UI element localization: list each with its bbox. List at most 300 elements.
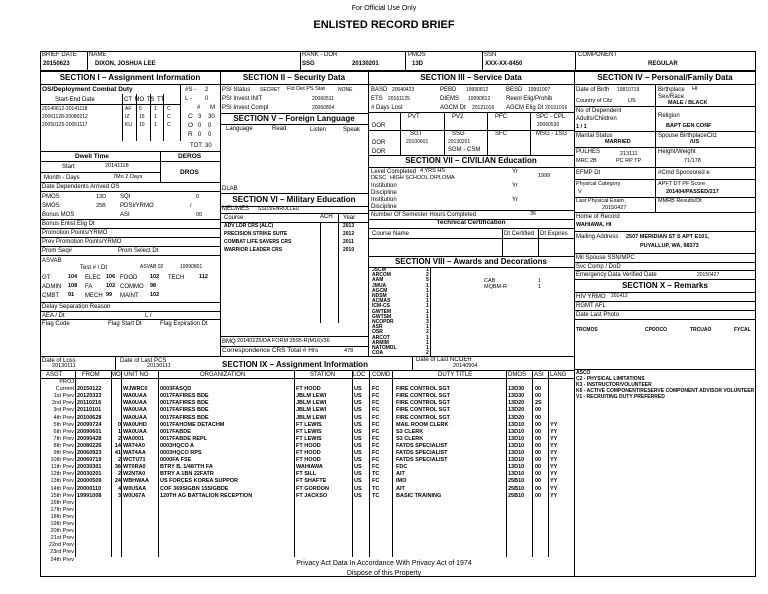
assignment-cell: US — [354, 485, 362, 492]
spc-dor: 20060530 — [537, 122, 560, 128]
assignment-cell: FT SILL — [296, 471, 317, 478]
spouse-birthplace: /US — [690, 139, 700, 145]
assignment-cell: 3rd Prev — [53, 407, 74, 414]
assignment-cell: WA0UHD — [123, 421, 147, 428]
deros-label: DEROS — [178, 153, 202, 160]
msg-1sg-label: MSG - 1SG — [536, 131, 568, 137]
assignment-cell: 14th Prev — [50, 485, 74, 492]
assignment-cell: 2S — [535, 400, 542, 407]
date-ncoer-label: Date of Last NCOER — [416, 357, 472, 363]
promotion-points-label: Promotion Points/YRMO — [42, 230, 108, 236]
assignment-cell: FC — [372, 386, 380, 393]
assignment-cell: 00 — [535, 386, 542, 393]
pv2-label: PV2 — [452, 114, 464, 120]
assignment-cell: 0017FAFIRES BDE — [160, 407, 209, 414]
asi-label: ASI — [120, 212, 130, 218]
deploy-tt: C — [167, 106, 171, 112]
emergency-date: 20150427 — [697, 272, 720, 278]
reenl-label: Reenl Elig/Prohib — [506, 96, 553, 102]
award-cab: CAB — [484, 278, 496, 284]
course-year: 2011 — [343, 239, 354, 245]
assignment-cell: 5th Prev — [53, 421, 74, 428]
deploy-tt: C — [167, 114, 171, 120]
score-label: FA — [85, 284, 93, 290]
emergency-label: Emergency Data Verified Date — [576, 272, 657, 278]
rank-dor-label: RANK - DOR — [302, 52, 338, 58]
sgm-csm-label: SGM - CSM — [448, 147, 481, 153]
assignment-cell: US — [354, 457, 362, 464]
brief-date-label: BRIEF DATE — [42, 52, 77, 58]
hiv: 201412 — [611, 293, 628, 299]
organization-col: ORGANIZATION — [200, 372, 246, 378]
assignment-cell: Current — [55, 386, 74, 393]
days-lost-label: # Days Lost — [371, 105, 403, 111]
assignment-cell: 4 — [117, 485, 121, 492]
pdsi: / — [190, 203, 192, 209]
score-label: ADMIN — [42, 284, 62, 290]
assignment-cell: WCTU71 — [123, 457, 146, 464]
yr-label-1: Yr — [512, 169, 518, 175]
assignment-cell: 4th Prev — [53, 414, 74, 421]
remark-line: K3 - INSTRUCTOR/VOLUNTEER — [576, 382, 652, 388]
delay-reason-label: Delay Separation Reason — [42, 304, 111, 310]
last-physical: 20150427 — [602, 205, 627, 211]
dt-expires-col: Dt Expires — [540, 231, 568, 237]
institution-label-1: Institution — [371, 183, 397, 189]
dwell-time-label: Dwell Time — [75, 153, 109, 160]
assignment-cell: WAT4A0 — [123, 442, 145, 449]
assignment-cell: US — [354, 435, 362, 442]
assignment-cell: 10th Prev — [50, 457, 74, 464]
award-count: 2 — [426, 350, 429, 357]
assignment-cell: US — [354, 407, 362, 414]
assignment-cell: FIRE CONTROL SGT — [396, 414, 450, 421]
dwell-start-label: Start — [62, 164, 75, 170]
assignment-cell: YY — [550, 421, 558, 428]
yr-label-3: Yr — [512, 197, 518, 203]
psi-invest-compl: 20060804 — [312, 105, 335, 111]
award-name: ICM-CS — [372, 303, 390, 310]
smos: 25B — [96, 203, 106, 209]
ssg-label: SSG — [452, 131, 465, 137]
assignment-cell: 00 — [535, 421, 542, 428]
assignment-cell: 00 — [535, 450, 542, 456]
assignment-cell: US — [354, 400, 362, 407]
assignment-cell: 20090601 — [77, 428, 102, 435]
assignment-cell: 36 — [114, 464, 121, 471]
flag-exp-label: Flag Expiration Dt — [160, 321, 208, 327]
assignment-cell: PROJ — [59, 379, 74, 385]
assignment-cell: US — [354, 471, 362, 478]
assignment-cell: 0017FABDE — [160, 428, 191, 435]
assignment-cell: FC — [372, 457, 380, 464]
assignment-cell: WAT4AA — [123, 450, 146, 456]
deploy-country: AF — [125, 106, 132, 112]
assignment-cell: 16th Prev — [50, 499, 74, 506]
assignment-cell: WJWRC0 — [123, 386, 148, 393]
combat-months: 0 — [208, 123, 212, 129]
birthplace-label: Birthplace — [658, 87, 685, 93]
mailing-line-2: PUYALLUP, WA, 98373 — [640, 243, 699, 249]
assignment-cell: 2 — [117, 471, 121, 478]
speak-col: Speak — [343, 127, 361, 133]
assignment-cell: FT LEWIS — [296, 421, 322, 428]
footer-privacy: Privacy Act Data In Accordance With Privacy Act of 1974 — [296, 560, 472, 567]
award-count: 2 — [426, 329, 429, 336]
ssg-dor: 20130201 — [448, 139, 471, 145]
m-col-label: M — [210, 105, 215, 111]
course-year: 2012 — [343, 231, 355, 237]
section-8-title: SECTION VIII – Awards and Decorations — [394, 257, 548, 266]
assignment-cell: 24th Prev — [50, 556, 74, 563]
section-4-title: SECTION IV – Personal/Family Data — [597, 73, 733, 82]
psi-invest-init-label: PSI Invest INIT — [222, 96, 263, 102]
level-completed: 4 YRS HS — [420, 168, 445, 174]
assignment-cell: 2 — [117, 435, 121, 442]
l-count-label: L - — [185, 96, 192, 102]
section-3-title: SECTION III – Service Data — [420, 73, 522, 82]
footer-dispose: Dispose of this Property — [346, 570, 422, 577]
assignment-cell: WAHIAWA — [296, 464, 323, 471]
assignment-cell: 19th Prev — [50, 521, 74, 527]
assignment-cell: FC — [372, 407, 380, 414]
fld-det: NONE — [338, 87, 353, 93]
rgmt-label: RGMT AFL — [576, 303, 606, 309]
pmos-label: PMOS — [408, 52, 426, 58]
assignment-cell: 19991008 — [77, 492, 102, 499]
assignment-cell: AIT — [396, 485, 405, 492]
remark-line: ASCO — [576, 370, 591, 376]
ssn: XXX-XX-8450 — [485, 61, 523, 67]
assignment-cell: BTRY A 1BN 22FATR — [160, 471, 214, 478]
assignment-cell: FC — [372, 435, 380, 442]
trcuao-label: TRCUAO — [690, 327, 712, 333]
cmd-sponsored-label: #Cmd Sponsored e — [658, 170, 710, 176]
assignment-cell: FT HOOD — [296, 450, 321, 456]
assignment-cell: BTRY B, 1/487TH FA — [160, 464, 213, 471]
pmos: 13D — [412, 61, 424, 67]
agcm-elig-label: AGCM Elig Dt — [506, 105, 544, 111]
assignment-cell: FC — [372, 428, 380, 435]
assignment-cell: US — [354, 421, 362, 428]
ets: 20161125 — [388, 96, 410, 102]
assignment-cell: 20090724 — [77, 421, 102, 428]
home-record-label: Home of Record — [576, 214, 620, 220]
height-weight-label: Height/Weight — [658, 149, 696, 155]
assignment-cell: 13D10 — [508, 421, 525, 428]
award-count: 1 — [426, 334, 429, 341]
date-photo-label: Date Last Photo — [576, 312, 620, 318]
assignment-cell: BASIC TRAINING — [396, 492, 442, 499]
correspondence-hours: 478 — [344, 348, 354, 354]
assignment-cell: 21st Prev — [50, 535, 74, 542]
assignment-cell: 15th Prev — [50, 492, 74, 499]
sgt-dor: 20100601 — [406, 139, 429, 145]
combat-months: 0 — [208, 132, 212, 138]
award-mqbm: MQBM-R — [484, 284, 507, 290]
dor: 20130201 — [352, 61, 379, 67]
pmos2: 13D — [96, 194, 107, 200]
dob: 19810719 — [617, 87, 640, 93]
sex-race: MALE / BLACK — [668, 100, 708, 106]
assignment-cell: FIRE CONTROL SGT — [396, 393, 450, 400]
mel-value: SSD3/ENROLLED — [258, 206, 300, 212]
assignment-cell: 20120323 — [77, 393, 102, 400]
total-value: 30 — [205, 143, 212, 149]
fld-det-label: Fld Det PS Stat — [287, 86, 325, 92]
assignment-cell: 00 — [535, 414, 542, 421]
asi-col: ASI — [534, 372, 544, 378]
lang-col: LANG — [550, 372, 567, 378]
assignment-cell: US — [354, 492, 362, 499]
pdsi-label: PDSI/YRMO — [120, 203, 154, 209]
mrc: 2B — [590, 158, 597, 164]
assignment-cell: 0003FASQD — [160, 386, 192, 393]
assignment-cell: 9th Prev — [53, 450, 74, 456]
assignment-cell: FT HOOD — [296, 442, 321, 449]
assignment-cell: FC — [372, 442, 380, 449]
award-name: JSCM — [372, 267, 386, 273]
dependents-label-1: No of Dependent — [576, 108, 622, 114]
score-value: 102 — [150, 274, 160, 280]
component-label: COMPONENT — [578, 52, 617, 58]
course-name: PRECISION STRIKE SUITE — [224, 231, 288, 237]
dt-certified-col: Dt Certified — [504, 231, 535, 237]
apft-label: APFT DT PF Score — [658, 181, 706, 187]
assignment-cell: 00 — [535, 471, 542, 478]
score-value: 104 — [68, 274, 78, 280]
deploy-country: IZ — [125, 114, 130, 120]
award-count: 1 — [426, 313, 429, 320]
score-value: 108 — [68, 283, 78, 289]
assignment-cell: W0U67A — [123, 492, 146, 499]
assignment-cell: 13D10 — [508, 471, 525, 478]
assignment-cell: 13D10 — [508, 450, 525, 456]
assignment-cell: JBLM LEWI — [296, 414, 327, 421]
assignment-cell: 20030301 — [77, 464, 102, 471]
assignment-cell: YY — [550, 464, 558, 471]
assignment-cell: 24 — [114, 478, 121, 485]
assignment-cell: 120TH AG BATTALION RECEPTION — [160, 492, 253, 499]
assignment-cell: 18th Prev — [50, 513, 74, 520]
combat-count: 0 — [198, 132, 202, 138]
assignment-cell: S3 CLERK — [396, 428, 424, 435]
score-label: FOOD — [120, 275, 138, 281]
station-col: STATION — [310, 372, 336, 378]
assignment-cell: AIT — [396, 471, 405, 478]
assignment-cell: FIRE CONTROL SGT — [396, 386, 450, 393]
score-label: GT — [42, 275, 51, 281]
assignment-cell: 11th Prev — [50, 464, 74, 471]
assignment-cell: YY — [550, 442, 558, 449]
bmq-label: BMQ — [222, 339, 236, 345]
course-year: 2010 — [343, 247, 355, 253]
assignment-cell: WT0RA0 — [123, 464, 146, 471]
comd-col: COMD — [372, 372, 391, 378]
assignment-cell: 20060719 — [77, 457, 102, 464]
assignment-cell: 13D20 — [508, 400, 525, 407]
deploy-ts: 1 — [154, 114, 157, 120]
name-label: NAME — [89, 52, 107, 58]
official-use-label: For Official Use Only — [351, 5, 417, 12]
agcm-dt: 20121016 — [472, 105, 495, 111]
assignment-cell: US FORCES KOREA SUPPOR — [160, 478, 239, 485]
sqi-label: SQI — [120, 194, 131, 200]
assignment-cell: YY — [550, 471, 558, 478]
score-value: 112 — [199, 274, 208, 280]
assignment-cell: 00 — [535, 492, 542, 499]
assignment-cell: 20060923 — [77, 450, 102, 456]
month-days: 7Mo 2 Days — [113, 174, 143, 180]
award-name: ARCOT — [372, 334, 390, 341]
flag-start-label: Flag Start Dt — [108, 321, 142, 327]
section-1-title: SECTION I – Assignment Information — [59, 73, 201, 82]
assignment-cell: 13D30 — [508, 386, 525, 393]
correspondence-label: Correspondence CRS Total # Hrs — [222, 347, 319, 354]
assignment-cell: 20000110 — [77, 485, 102, 492]
asi: 00 — [196, 212, 203, 218]
assignment-cell: FATDS SPECIALIST — [396, 457, 448, 464]
assignment-cell: FATDS SPECIALIST — [396, 442, 448, 449]
pulhes-label: PULHES — [576, 149, 601, 155]
tech-cert-title: Technical Certification — [436, 219, 506, 226]
assignment-cell: 1 — [117, 428, 121, 435]
course-col: Course — [224, 215, 244, 221]
assignment-cell: YY — [550, 485, 558, 492]
assignment-cell: 17th Prev — [50, 506, 74, 513]
aea-value: L / — [145, 313, 152, 319]
assignment-cell: MAIL ROOM CLERK — [396, 421, 449, 428]
physical-cat: V — [578, 189, 582, 195]
assignment-cell: FT GORDON — [296, 485, 329, 492]
assignment-cell: YY — [550, 450, 558, 456]
pulhes: 213111 — [620, 151, 638, 157]
prev-promotion-label: Prev Promotion Points/YRMO — [42, 239, 122, 245]
award-name: COA — [372, 350, 384, 357]
section-10-title: SECTION X – Remarks — [622, 281, 708, 290]
sex-race-label: Sex/Race — [658, 94, 685, 100]
assignment-cell: 20th Prev — [50, 528, 74, 535]
ets-label: ETS — [371, 96, 383, 102]
award-name: ASR — [372, 324, 383, 331]
deploy-ts: 1 — [154, 122, 157, 128]
assignment-cell: US — [354, 464, 362, 471]
assignment-cell: FT HOOD — [296, 386, 321, 393]
flag-code-label: Flag Code — [42, 321, 70, 327]
assignment-cell: FT SHAFTE — [296, 478, 327, 485]
duty-title-col: DUTY TITLE — [438, 372, 473, 378]
pmos2-label: PMOS — [42, 194, 60, 200]
score-value: 106 — [106, 274, 116, 280]
assignment-cell: JBLM LEWI — [296, 407, 327, 414]
component: REGULAR — [648, 61, 678, 67]
unit-col: UNIT NO — [124, 372, 149, 378]
assignment-cell: 00 — [535, 485, 542, 492]
assignment-cell: 20090428 — [77, 435, 102, 442]
assignment-cell: WA0UAA — [123, 428, 147, 435]
psi-status: SECRET — [260, 87, 281, 93]
assignment-cell: 00 — [535, 478, 542, 485]
assignment-cell: 7th Prev — [53, 435, 74, 442]
agcm-dt-label: AGCM Dt — [440, 105, 466, 111]
award-count: 1 — [426, 287, 429, 294]
remark-line: V1 - RECRUITING DUTY PREFERRED — [576, 394, 665, 400]
award-name: JMUA — [372, 282, 387, 289]
l-count: 0 — [205, 96, 209, 102]
institution-label-2: Institution — [371, 197, 397, 203]
award-name: AAM — [372, 277, 384, 284]
religion: BAPT GEN CONF — [666, 123, 712, 129]
assignment-cell: 20110216 — [77, 400, 102, 407]
besd: 19991007 — [528, 87, 551, 93]
assignment-cell: JBLM LEWI — [296, 393, 327, 400]
assignment-cell: 00 — [535, 457, 542, 464]
mel-label: MEL/MES — [222, 206, 250, 212]
start-end-label: Start-End Date — [55, 97, 95, 103]
assignment-cell: US — [354, 442, 362, 449]
score-value: 91 — [68, 292, 75, 298]
pebd-label: PEBD — [440, 87, 457, 93]
assignment-cell: 0000FA FSE — [160, 457, 192, 464]
last-physical-label: Last Physical Exam — [576, 198, 624, 204]
hash-col-label: # — [197, 105, 201, 111]
dor-label-2: DOR — [372, 140, 386, 146]
smos-label: SMOS — [42, 203, 60, 209]
assignment-cell: WA0UAA — [123, 414, 147, 421]
assignment-cell: 0 — [117, 421, 121, 428]
award-count: 2 — [426, 272, 429, 279]
section-9-title: SECTION IX – Assignment Information — [222, 360, 368, 369]
assignment-cell: WA0UAA — [123, 400, 147, 407]
svc-comp-label: Svc Comp / DoD — [576, 264, 621, 270]
cpdoco-label: CPDOCO — [645, 327, 667, 333]
award-mqbm-count: 1 — [538, 284, 542, 290]
psi-invest-compl-label: PSI Invest Compl — [222, 105, 269, 111]
sfc-label: SFC — [495, 131, 507, 137]
award-name: NATOMDL — [372, 345, 397, 351]
brief-date: 20150623 — [43, 61, 70, 67]
from-col: FROM — [82, 372, 100, 378]
remark-line: C2 - PHYSICAL LIMITATIONS — [576, 376, 645, 382]
rank: SSG — [302, 61, 315, 67]
award-name: OSR — [372, 329, 383, 336]
assignment-cell: 00 — [535, 428, 542, 435]
dob-label: Date of Birth — [576, 87, 610, 93]
s-count: 2 — [205, 87, 209, 93]
award-name: NDSM — [372, 293, 387, 299]
marital-label: Marital Status — [576, 133, 613, 139]
deploy-dates: 20050125-20051117 — [42, 122, 88, 128]
assignment-cell: 0017FAHOME DETACHM — [160, 421, 225, 428]
basd-label: BASD — [371, 87, 388, 93]
assignment-cell: FC — [372, 421, 380, 428]
assignment-cell: 13D10 — [508, 464, 525, 471]
assignment-cell: 00 — [535, 407, 542, 414]
assignment-cell: 22nd Prev — [48, 542, 74, 549]
ssn-label: SSN — [484, 52, 497, 58]
assignment-cell: US — [354, 414, 362, 421]
assignment-cell: WA0001 — [123, 435, 145, 442]
diems-label: DIEMS — [440, 96, 460, 102]
asvab-date: 19990801 — [180, 264, 203, 270]
dros-label: DROS — [180, 169, 199, 176]
home-record: WAHIAWA, HI — [576, 222, 612, 228]
dependents: 1 / 1 — [576, 124, 587, 130]
psi-invest-init: 20060511 — [312, 96, 334, 102]
assignment-cell: TC — [372, 471, 380, 478]
assignment-cell: FIRE CONTROL SGT — [396, 400, 450, 407]
assignment-cell: 20000509 — [77, 478, 102, 485]
